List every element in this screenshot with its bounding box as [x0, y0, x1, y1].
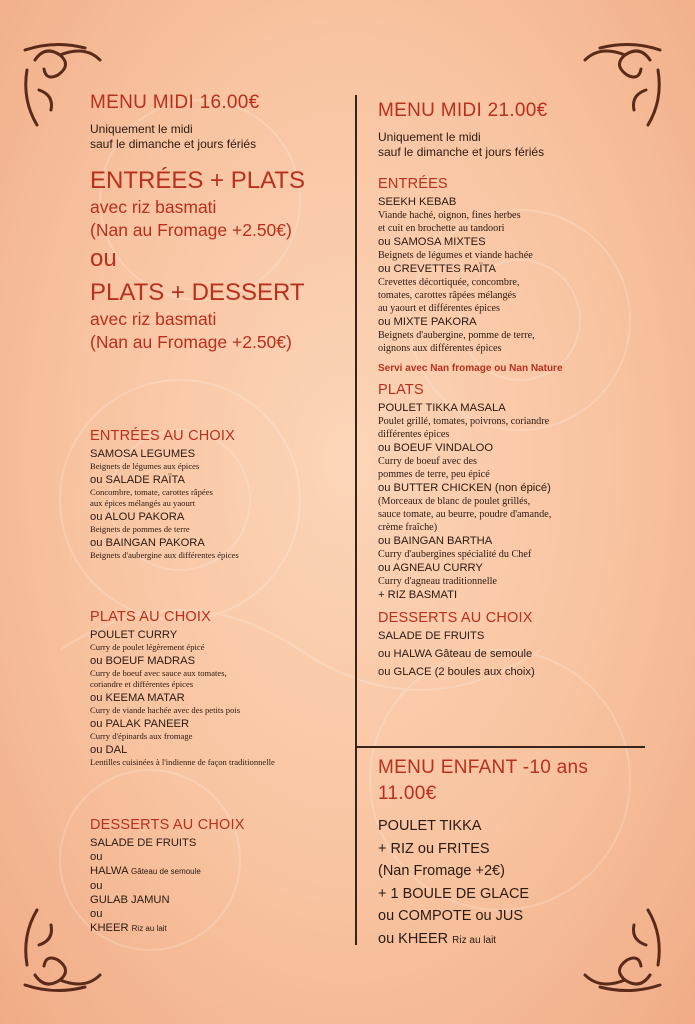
menu-16-title: MENU MIDI 16.00€	[90, 92, 260, 113]
kids-menu-line: (Nan Fromage +2€)	[378, 863, 505, 879]
kids-menu-section	[378, 757, 668, 952]
menu-item-desc: Beignets de pommes de terre	[90, 524, 190, 534]
menu-item: POULET CURRY	[90, 629, 178, 641]
menu-item: + RIZ BASMATI	[378, 589, 458, 601]
menu-item-desc: (Morceaux de blanc de poulet grillés,	[378, 496, 531, 507]
menu-item: GULAB JAMUN	[90, 894, 170, 906]
right-entrees-title: ENTRÉES	[378, 176, 448, 192]
menu-item-desc: Curry d'aubergines spécialité du Chef	[378, 549, 532, 560]
menu-item: ou AGNEAU CURRY	[378, 562, 483, 574]
menu-item-desc: Beignets d'aubergine aux différentes épices	[90, 550, 239, 560]
dessert-desc: Riz au lait	[131, 924, 167, 933]
menu-item-desc: Concombre, tomate, carottes râpées	[90, 487, 213, 497]
menu-item-desc: pommes de terre, peu épicé	[378, 469, 490, 480]
menu-item: SAMOSA LEGUMES	[90, 448, 196, 460]
menu-21-column	[378, 100, 668, 679]
menu-item-desc: Curry d'agneau traditionnelle	[378, 576, 497, 587]
menu-item: ou BAINGAN BARTHA	[378, 535, 493, 547]
kids-menu-price: 11.00€	[378, 783, 437, 804]
menu-item: ou SAMOSA MIXTES	[378, 236, 486, 248]
column-divider	[355, 95, 357, 945]
dessert-name: KHEER	[90, 922, 129, 934]
menu-item-desc: Curry d'épinards aux fromage	[90, 731, 193, 741]
menu-item-desc: coriandre et différentes épices	[90, 679, 194, 689]
menu-item-desc: Beignets de légumes et viande hachée	[378, 250, 533, 261]
menu-item: ou BOEUF VINDALOO	[378, 442, 494, 454]
menu-16-sub1: Uniquement le midi	[90, 122, 193, 136]
right-plats-title: PLATS	[378, 382, 424, 398]
menu-item: ou GLACE (2 boules aux choix)	[378, 666, 535, 678]
menu-item-desc: au yaourt et différentes épices	[378, 303, 501, 314]
menu-21-sub2: sauf le dimanche et jours fériés	[378, 145, 545, 159]
menu-item	[90, 864, 345, 879]
kids-menu-line: POULET TIKKA	[378, 818, 482, 834]
menu-21-sub1: Uniquement le midi	[378, 130, 481, 144]
formula-entrees-plats: ENTRÉES + PLATS	[90, 167, 305, 194]
menu-item-ou: ou	[90, 851, 103, 863]
kids-menu-last-desc: Riz au lait	[452, 934, 497, 946]
menu-item: SEEKH KEBAB	[378, 196, 457, 208]
menu-16-column	[90, 92, 345, 354]
menu-item-desc: Curry de viande hachée avec des petits pois	[90, 705, 241, 715]
menu-item-desc: crème fraîche)	[378, 522, 438, 533]
menu-item-desc: Curry de boeuf avec sauce aux tomates,	[90, 668, 227, 678]
menu-item-desc: différentes épices	[378, 429, 450, 440]
served-with-note: Servi avec Nan fromage ou Nan Nature	[378, 363, 563, 374]
left-plats-section	[90, 609, 345, 769]
left-desserts-section	[90, 817, 345, 936]
menu-item: ou BAINGAN PAKORA	[90, 537, 205, 549]
menu-item-desc: Viande haché, oignon, fines herbes	[378, 210, 521, 221]
menu-item-desc: Beignets de légumes aux épices	[90, 461, 200, 471]
menu-item-desc: Lentilles cuisinées à l'indienne de façon traditionnelle	[90, 757, 275, 767]
formula1-sub1: avec riz basmati	[90, 197, 217, 217]
left-desserts-title: DESSERTS AU CHOIX	[90, 817, 245, 833]
menu-item: ou PALAK PANEER	[90, 718, 190, 730]
dessert-name: HALWA	[90, 865, 128, 877]
menu-item: POULET TIKKA MASALA	[378, 402, 506, 414]
kids-menu-line: ou COMPOTE ou JUS	[378, 908, 524, 924]
formula-plats-dessert: PLATS + DESSERT	[90, 279, 305, 306]
menu-21-title: MENU MIDI 21.00€	[378, 100, 548, 121]
right-entrees-list	[378, 195, 668, 355]
kids-menu-line: + RIZ ou FRITES	[378, 840, 490, 857]
menu-item: ou ALOU PAKORA	[90, 511, 185, 523]
menu-item-desc: aux épices mélangés au yaourt	[90, 498, 195, 508]
menu-item: ou MIXTE PAKORA	[378, 316, 477, 328]
left-plats-title: PLATS AU CHOIX	[90, 609, 211, 625]
menu-item: ou DAL	[90, 744, 128, 756]
formula-ou: ou	[90, 245, 117, 272]
left-entrees-section	[90, 428, 345, 562]
menu-16-sub2: sauf le dimanche et jours fériés	[90, 137, 257, 151]
menu-item-desc: oignons aux différentes épices	[378, 343, 502, 354]
menu-item: ou BUTTER CHICKEN (non épicé)	[378, 482, 551, 494]
formula2-sub2: (Nan au Fromage +2.50€)	[90, 332, 292, 352]
menu-item: SALADE DE FRUITS	[90, 837, 197, 849]
right-desserts-title: DESSERTS AU CHOIX	[378, 610, 533, 626]
dessert-desc: Gâteau de semoule	[131, 867, 201, 876]
menu-item-desc: Crevettes décortiquée, concombre,	[378, 277, 520, 288]
menu-item-ou: ou	[90, 880, 103, 892]
menu-item	[90, 921, 345, 936]
menu-item: SALADE DE FRUITS	[378, 630, 485, 642]
menu-item: ou HALWA Gâteau de semoule	[378, 648, 533, 660]
kids-menu-title: MENU ENFANT -10 ans	[378, 757, 589, 778]
formula2-sub1: avec riz basmati	[90, 309, 217, 329]
menu-item: ou KEEMA MATAR	[90, 692, 185, 704]
menu-item: ou SALADE RAÏTA	[90, 474, 185, 486]
menu-item-ou: ou	[90, 908, 103, 920]
kids-menu-last: ou KHEER	[378, 930, 449, 947]
kids-menu-line	[378, 928, 668, 953]
menu-item-desc: Curry de poulet légèrement épicé	[90, 642, 205, 652]
menu-item-desc: Beignets d'aubergine, pomme de terre,	[378, 330, 535, 341]
menu-item-desc: Curry de boeuf avec des	[378, 456, 478, 467]
menu-item-desc: Poulet grillé, tomates, poivrons, coriandre	[378, 416, 550, 427]
kids-menu-line: + 1 BOULE DE GLACE	[378, 885, 530, 902]
kids-menu-divider	[355, 746, 645, 748]
right-plats-list	[378, 401, 668, 602]
menu-item-desc: sauce tomate, au beurre, poudre d'amande,	[378, 509, 552, 520]
formula1-sub2: (Nan au Fromage +2.50€)	[90, 220, 292, 240]
menu-item: ou CREVETTES RAÏTA	[378, 263, 496, 275]
menu-item-desc: tomates, carottes râpées mélangés	[378, 290, 517, 301]
menu-item: ou BOEUF MADRAS	[90, 655, 196, 667]
menu-item-desc: et cuit en brochette au tandoori	[378, 223, 505, 234]
left-entrees-title: ENTRÉES AU CHOIX	[90, 428, 236, 444]
